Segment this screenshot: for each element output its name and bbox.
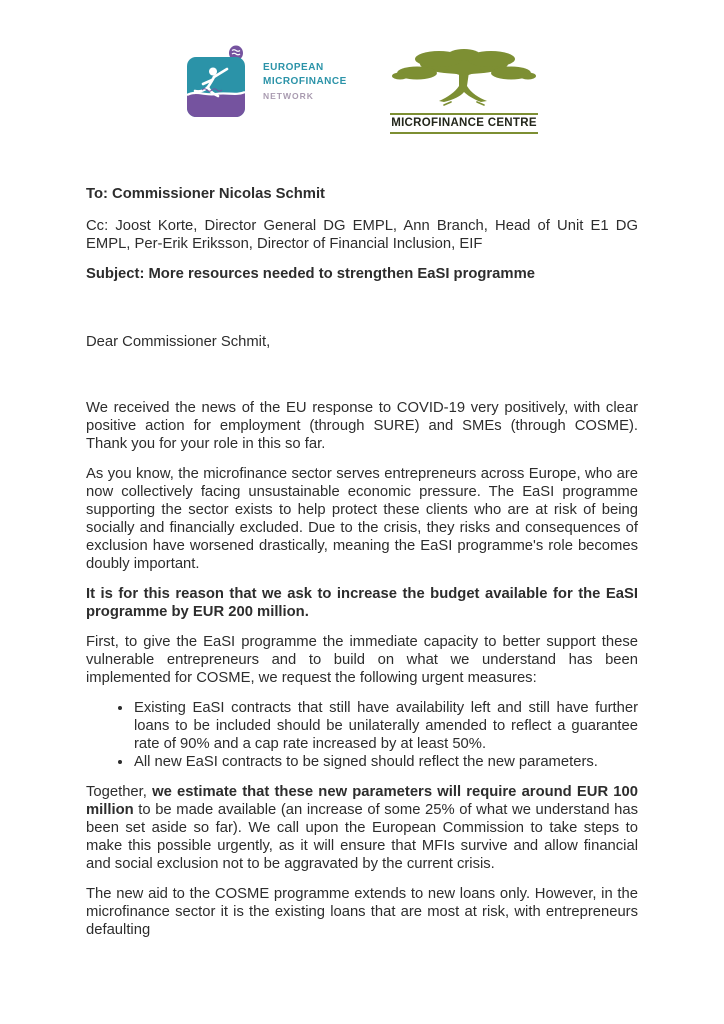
letter-to-line: To: Commissioner Nicolas Schmit <box>86 186 325 202</box>
emn-mark-icon <box>186 44 254 122</box>
paragraph-budget-request: It is for this reason that we ask to increase the budget available for the EaSI programme by EUR 200 million. <box>86 586 638 620</box>
paragraph-estimate-bold: we estimate that these new parameters will require around EUR 100 million <box>86 784 638 818</box>
paragraph-cosme-aid: The new aid to the COSME programme extends to new loans only. However, in the microfinance sector it is the existing loans that are most at risk, with entrepreneurs defaulting <box>86 886 638 938</box>
emn-wordmark-line3: NETWORK <box>263 91 314 101</box>
paragraph-estimate-rest: to be made available (an increase of some 25% of what we understand has been set aside so far). We call upon the European Commission to take steps to make this possible urgently, as it will ensure that MFIs survive and allow financial and social exclusion not to be aggravated by the current crisis. <box>86 802 638 872</box>
paragraph-urgent-measures-intro: First, to give the EaSI programme the immediate capacity to better support these vulnerable entrepreneurs and to build on what we understand has been implemented for COSME, we request the following urgent measures: <box>86 634 638 686</box>
paragraph-estimate-prefix: Together, <box>86 784 153 800</box>
emn-wordmark <box>263 61 347 122</box>
measures-bullet-list <box>86 699 638 771</box>
mfc-tree-icon <box>391 48 537 110</box>
logo-header <box>0 0 724 180</box>
mfc-logo <box>390 48 538 134</box>
emn-wordmark-line2: MICROFINANCE <box>263 76 347 87</box>
letter-body <box>0 185 724 939</box>
paragraph-estimate <box>86 783 638 873</box>
letter-salutation: Dear Commissioner Schmit, <box>86 334 271 350</box>
mfc-wordmark: MICROFINANCE CENTRE <box>390 113 538 134</box>
paragraph-covid-response: We received the news of the EU response to COVID-19 very positively, with clear positive action for employment (through SURE) and SMEs (through COSME). Thank you for your role in this so far. <box>86 400 638 452</box>
paragraph-microfinance-sector: As you know, the microfinance sector serves entrepreneurs across Europe, who are now collectively facing unsustainable economic pressure. The EaSI programme supporting the sector exists to help protect these clients who are at risk of being socially and financially excluded. Due to the crisis, they risks and consequences of exclusion have worsened drastically, meaning the EaSI programme's role becomes doubly important. <box>86 466 638 572</box>
letter-subject-line: Subject: More resources needed to strengthen EaSI programme <box>86 266 535 282</box>
emn-wordmark-line1: EUROPEAN <box>263 62 324 73</box>
letter-cc-line: Cc: Joost Korte, Director General DG EMPL, Ann Branch, Head of Unit E1 DG EMPL, Per-Erik Eriksson, Director of Financial Inclusion, EIF <box>86 218 638 252</box>
bullet-item-existing-contracts: • Existing EaSI contracts that still have availability left and still have further loans to be included should be unilaterally amended to reflect a guarantee rate of 90% and a cap rate increased by at least 50%. <box>133 699 638 753</box>
bullet-item-new-contracts: • All new EaSI contracts to be signed should reflect the new parameters. <box>133 753 638 771</box>
emn-logo <box>186 44 354 122</box>
